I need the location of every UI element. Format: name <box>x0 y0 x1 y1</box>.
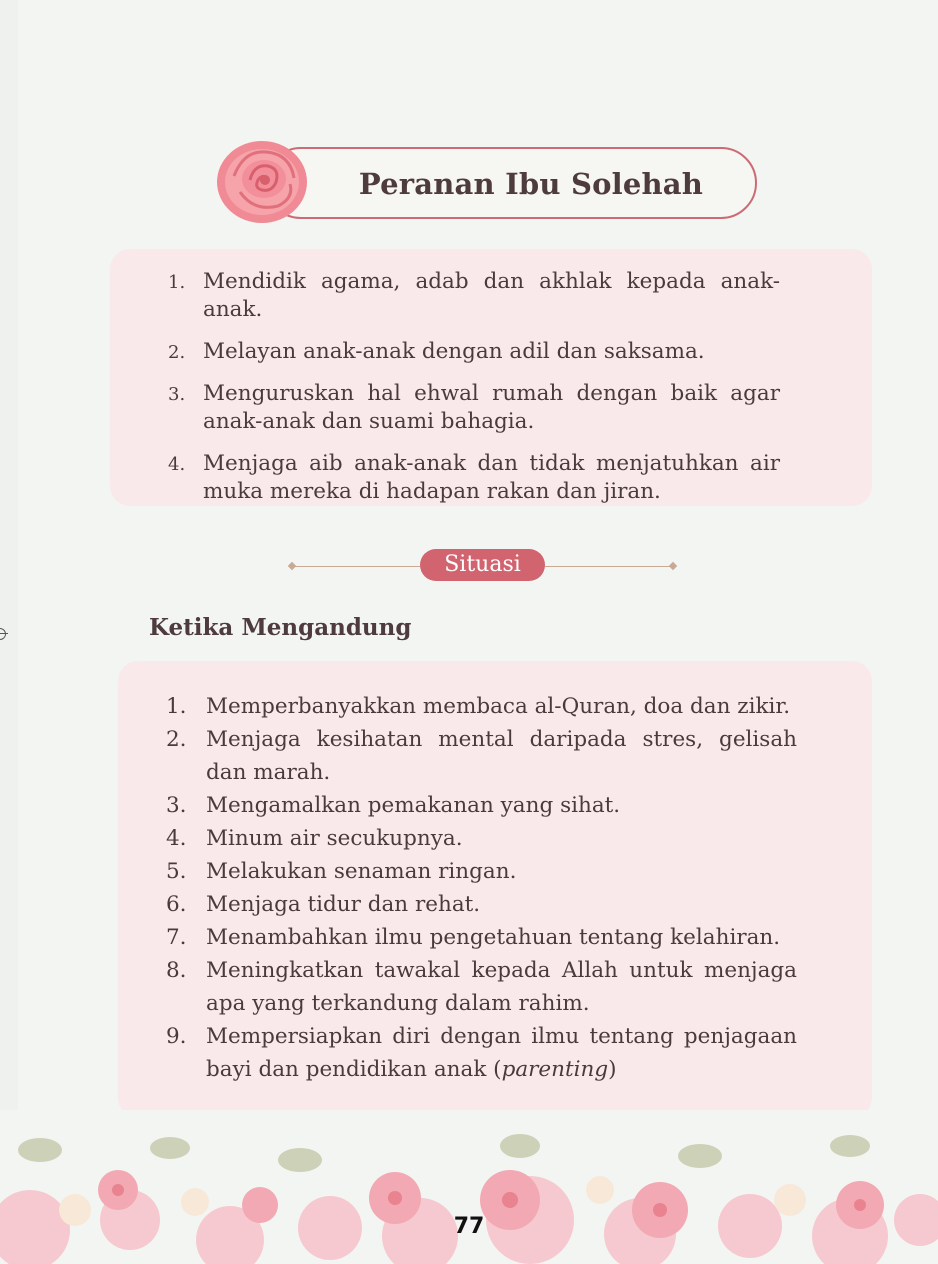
rose-border-decoration <box>0 1110 938 1264</box>
list-number: 1. <box>166 694 187 719</box>
list-item <box>160 723 797 789</box>
list-item <box>160 450 780 506</box>
list-text: Melakukan senaman ringan. <box>206 859 517 884</box>
divider-ornament-icon <box>669 562 677 570</box>
list-item <box>160 789 797 822</box>
list-item <box>160 954 797 1020</box>
list-item <box>160 380 780 436</box>
list-item <box>160 822 797 855</box>
list-text: Mempersiapkan diri dengan ilmu tentang penjagaan bayi dan pendidikan anak ( <box>206 1024 797 1082</box>
list-number: 7. <box>166 925 187 950</box>
divider-ornament-icon <box>288 562 296 570</box>
page-title: Peranan Ibu Solehah <box>358 167 704 201</box>
list-item <box>160 855 797 888</box>
list-item <box>160 338 780 366</box>
list-text: Menjaga kesihatan mental daripada stres, gelisah dan marah. <box>206 727 797 785</box>
list-number: 6. <box>166 892 187 917</box>
divider-line-right <box>545 566 673 567</box>
list-number: 9. <box>166 1024 187 1049</box>
rose-icon <box>214 136 312 226</box>
list-number: 4. <box>166 826 187 851</box>
pregnancy-list <box>160 690 797 1086</box>
page-number: 77 <box>453 1214 485 1239</box>
list-text: Memperbanyakkan membaca al-Quran, doa dan zikir. <box>206 694 791 719</box>
list-text-closing: ) <box>608 1057 617 1082</box>
list-number: 5. <box>166 859 187 884</box>
list-item <box>160 921 797 954</box>
list-item <box>160 888 797 921</box>
list-number: 2. <box>166 727 187 752</box>
list-text: Meningkatkan tawakal kepada Allah untuk menjaga apa yang terkandung dalam rahim. <box>206 958 797 1016</box>
list-number: 3. <box>168 384 186 405</box>
list-text: Menjaga tidur dan rehat. <box>206 892 481 917</box>
title-banner <box>265 147 757 219</box>
list-number: 3. <box>166 793 187 818</box>
list-item <box>160 268 780 324</box>
list-italic-term: parenting <box>501 1057 609 1082</box>
list-text: Mengamalkan pemakanan yang sihat. <box>206 793 621 818</box>
list-text: Minum air secukupnya. <box>206 826 463 851</box>
section-heading: Ketika Mengandung <box>149 614 412 641</box>
list-item <box>160 1020 797 1086</box>
roles-list <box>160 268 780 506</box>
list-text: Menambahkan ilmu pengetahuan tentang kelahiran. <box>206 925 781 950</box>
situation-badge: Situasi <box>420 549 545 581</box>
list-number: 8. <box>166 958 187 983</box>
list-text: Mendidik agama, adab dan akhlak kepada anak-anak. <box>203 269 780 322</box>
list-number: 4. <box>168 454 186 475</box>
list-number: 1. <box>168 272 186 293</box>
list-number: 2. <box>168 342 186 363</box>
list-item <box>160 690 797 723</box>
divider-line-left <box>292 566 420 567</box>
list-text: Menjaga aib anak-anak dan tidak menjatuhkan air muka mereka di hadapan rakan dan jiran. <box>203 451 780 504</box>
list-text: Melayan anak-anak dengan adil dan saksama. <box>203 339 705 364</box>
list-text: Menguruskan hal ehwal rumah dengan baik agar anak-anak dan suami bahagia. <box>203 381 780 434</box>
